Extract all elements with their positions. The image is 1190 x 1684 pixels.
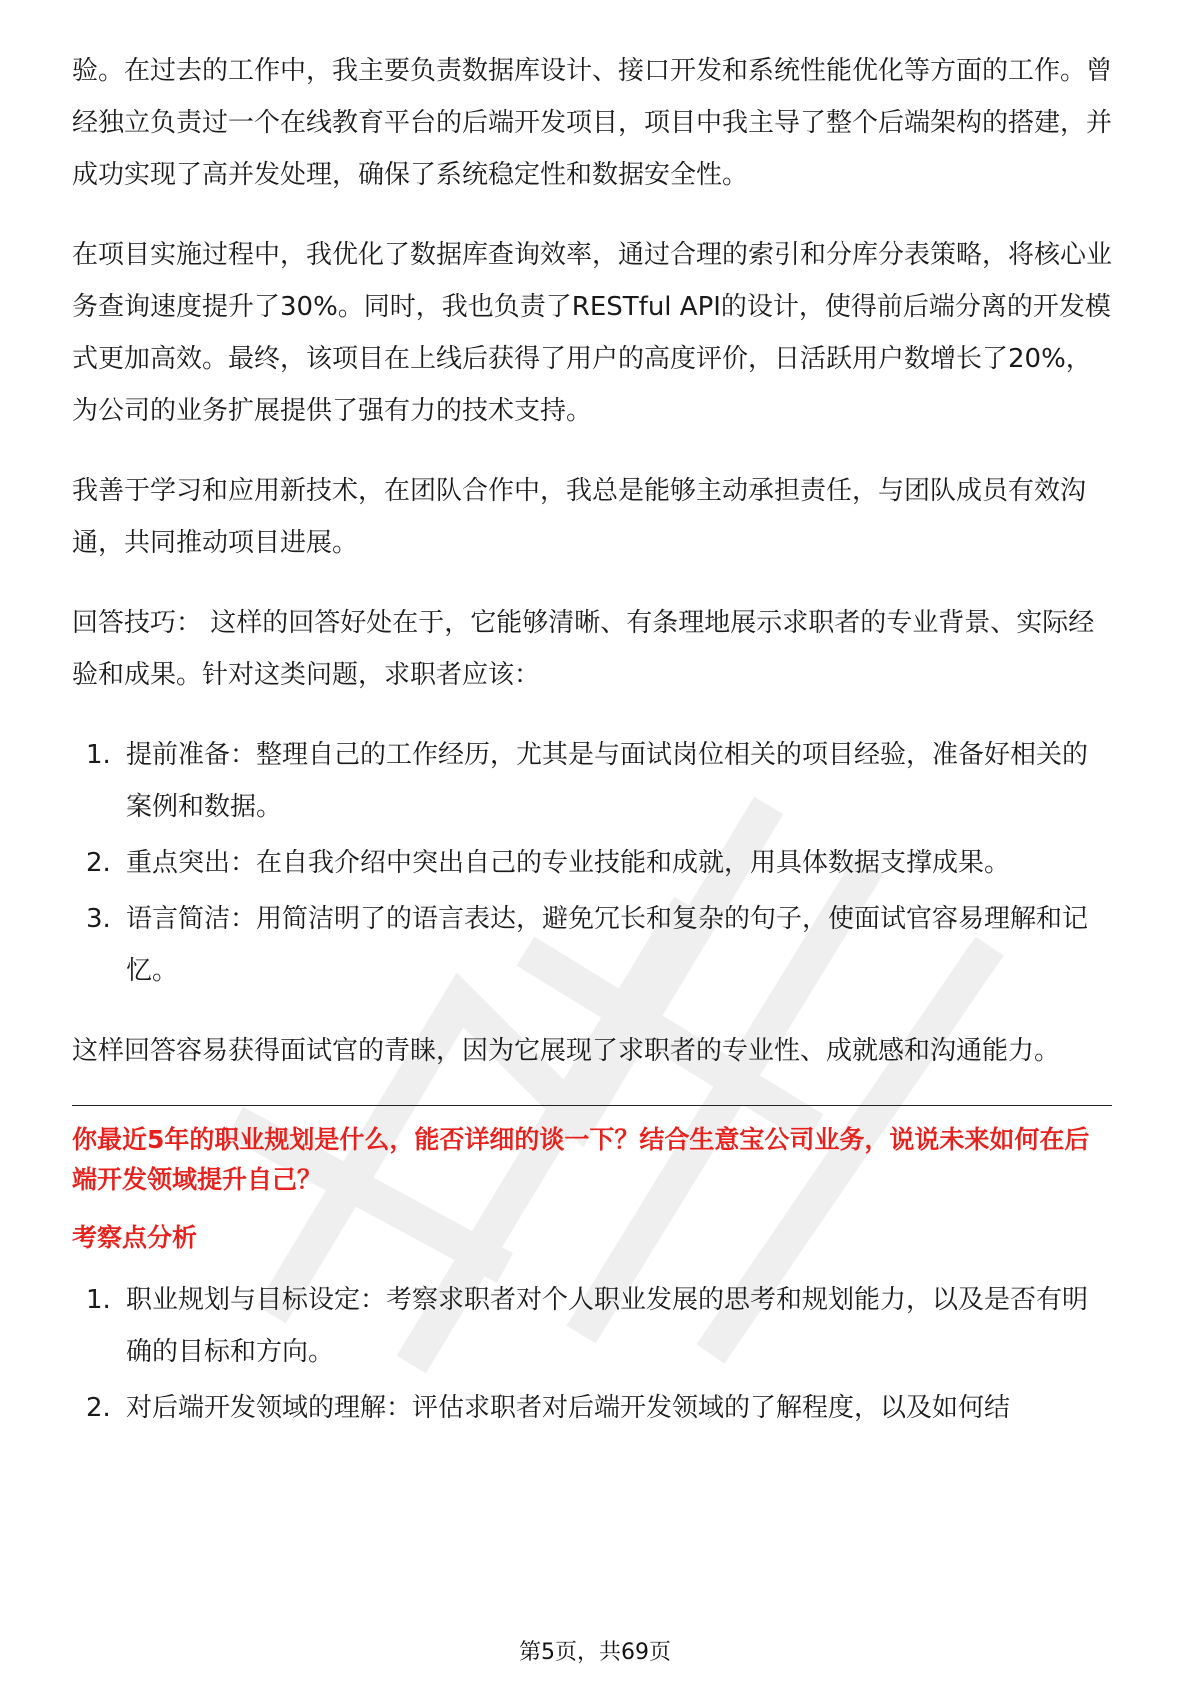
list-number: 3.: [86, 904, 111, 934]
question-heading: 你最近5年的职业规划是什么，能否详细的谈一下？结合生意宝公司业务，说说未来如何在后端开发领域提升自己？: [72, 1125, 1090, 1194]
list-item-text: 语言简洁：用简洁明了的语言表达，避免冗长和复杂的句子，使面试官容易理解和记忆。: [126, 904, 1089, 986]
analysis-title: 考察点分析: [72, 1223, 198, 1252]
paragraph-experience: 验。在过去的工作中，我主要负责数据库设计、接口开发和系统性能优化等方面的工作。曾经独立负责过一个在线教育平台的后端开发项目，项目中我主导了整个后端架构的搭建，并成功实现了高并发处理，确保了系统稳定性和数据安全性。: [72, 56, 1113, 190]
list-item: [72, 893, 1112, 997]
list-number: 2.: [86, 1393, 111, 1423]
page-footer: 第5页，共69页: [519, 1640, 671, 1665]
list-number: 2.: [86, 848, 111, 878]
list-item: [72, 1274, 1112, 1378]
list-item-text: 职业规划与目标设定：考察求职者对个人职业发展的思考和规划能力，以及是否有明确的目标和方向。: [126, 1285, 1089, 1367]
section-divider: [72, 1105, 1112, 1106]
paragraph-project: 在项目实施过程中，我优化了数据库查询效率，通过合理的索引和分库分表策略，将核心业务查询速度提升了30%。同时，我也负责了RESTful API的设计，使得前后端分离的开发模式更加高效。最终，该项目在上线后获得了用户的高度评价，日活跃用户数增长了20%，为公司的业务扩展提供了强有力的技术支持。: [72, 240, 1113, 426]
paragraph-answer-tips: 回答技巧： 这样的回答好处在于，它能够清晰、有条理地展示求职者的专业背景、实际经验和成果。针对这类问题，求职者应该：: [72, 608, 1095, 690]
list-item: [72, 837, 1112, 889]
list-number: 1.: [86, 740, 111, 770]
list-item: [72, 1382, 1112, 1434]
list-item: [72, 729, 1112, 833]
analysis-list: [72, 1274, 1112, 1434]
paragraph-conclusion: 这样回答容易获得面试官的青睐，因为它展现了求职者的专业性、成就感和沟通能力。: [72, 1036, 1061, 1066]
main-content: [72, 45, 1112, 1462]
paragraph-teamwork: 我善于学习和应用新技术，在团队合作中，我总是能够主动承担责任，与团队成员有效沟通，共同推动项目进展。: [72, 476, 1087, 558]
list-item-text: 提前准备：整理自己的工作经历，尤其是与面试岗位相关的项目经验，准备好相关的案例和数据。: [126, 740, 1089, 822]
list-item-text: 重点突出：在自我介绍中突出自己的专业技能和成就，用具体数据支撑成果。: [126, 848, 1011, 878]
list-item-text: 对后端开发领域的理解：评估求职者对后端开发领域的了解程度，以及如何结: [126, 1393, 1011, 1423]
tips-list: [72, 729, 1112, 997]
list-number: 1.: [86, 1285, 111, 1315]
